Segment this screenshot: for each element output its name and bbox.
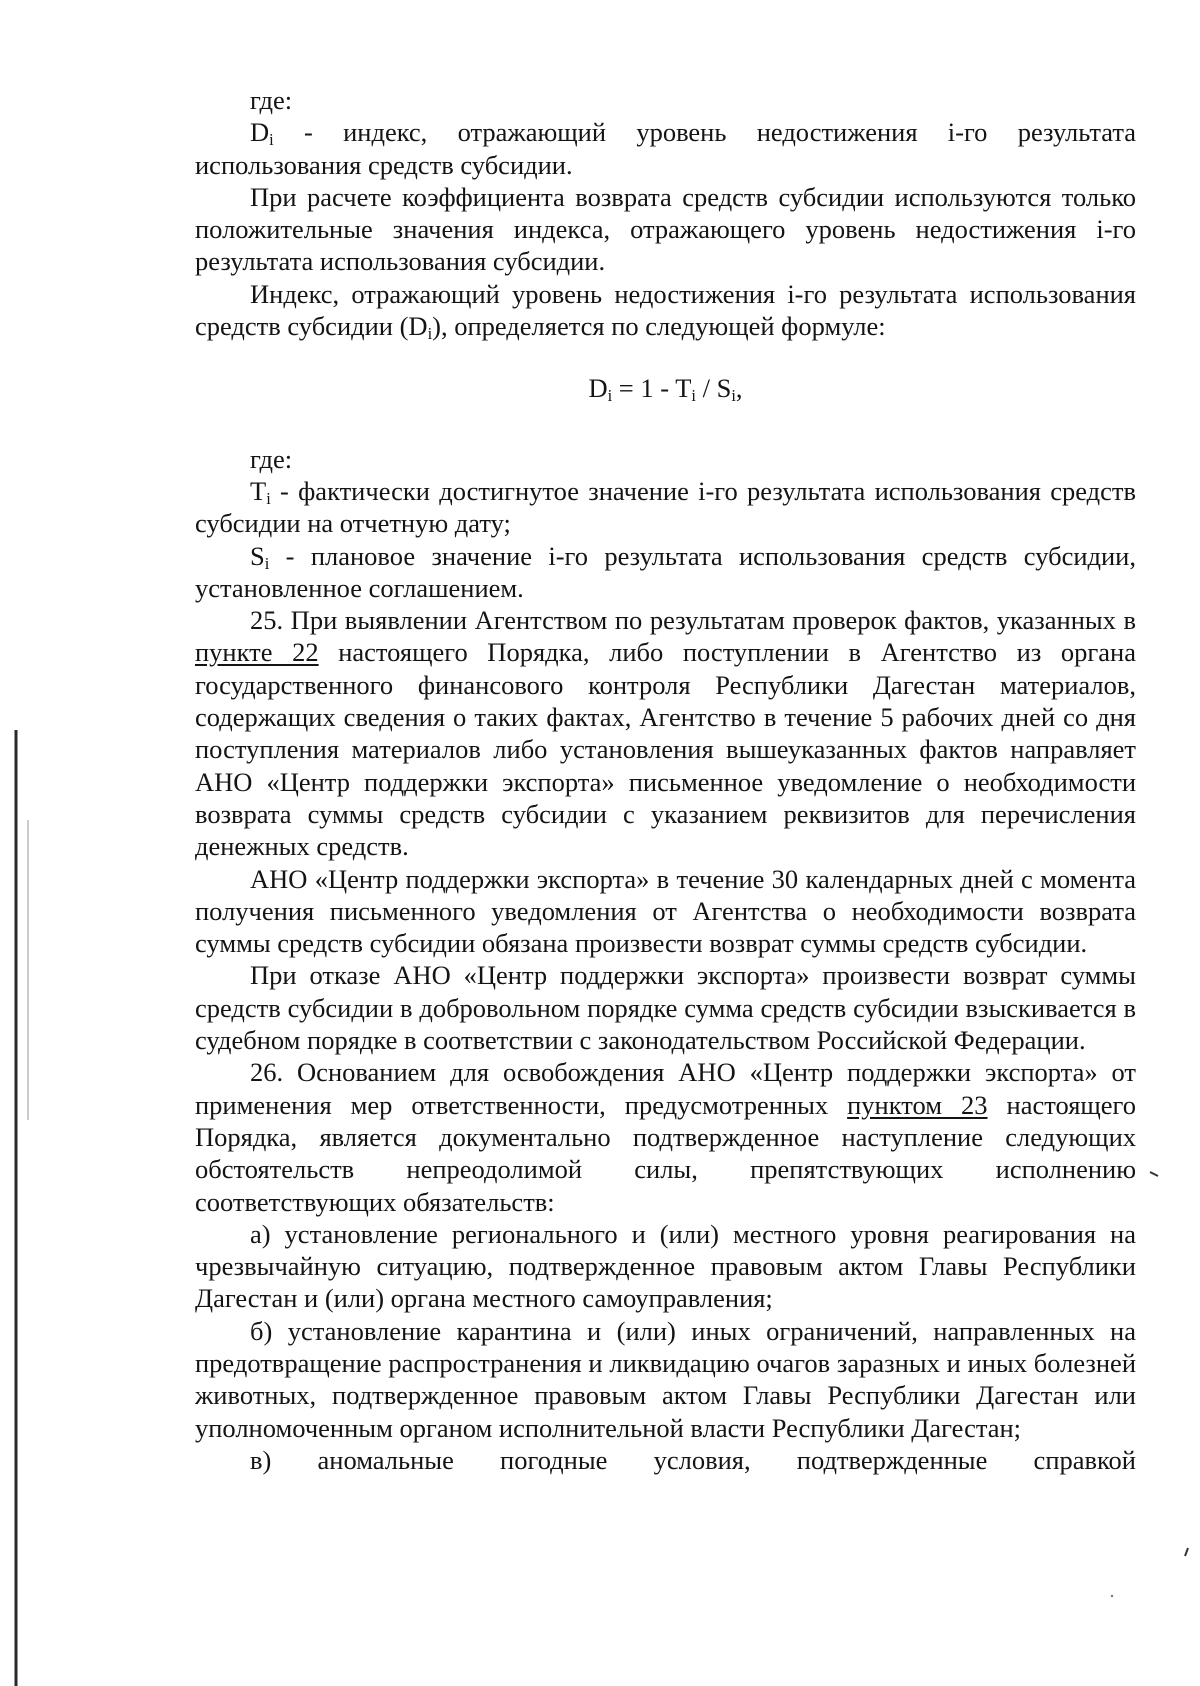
formula-d: D (588, 373, 608, 404)
clause-26 (195, 1056, 1136, 1217)
formula-middle: = 1 - T (612, 373, 692, 404)
formula-tail: , (735, 373, 743, 404)
paragraph-refusal: При отказе АНО «Центр поддержки экспорта» произвести возврат суммы средств субсидии в добровольном порядке сумма средств субсидии взыскивается в судебном порядке в соответствии с законодательством Российской Федерации. (195, 960, 1136, 1056)
clause-25 (195, 604, 1136, 862)
definition-ti-text: - фактически достигнутое значение i-го результата использования средств субсидии на отчетную дату; (195, 475, 1136, 539)
clause-26-text-end: настоящего Порядка, является документально подтвержденное наступление следующих обстоятельств непреодолимой силы, препятствующих исполнению соответствующих обязательств: (195, 1089, 1137, 1217)
document-page (195, 84, 1136, 1476)
formula (195, 372, 1136, 404)
subclause-a: а) установление регионального и (или) местного уровня реагирования на чрезвычайную ситуацию, подтвержденное правовым актом Главы Республики Дагестан и (или) органа местного самоуправления; (195, 1218, 1136, 1314)
scan-speck-bottom (1185, 1548, 1188, 1556)
definition-di (195, 116, 1136, 181)
symbol-t-subscript: i (266, 489, 271, 509)
clause-26-text: 26. Основанием для освобождения АНО «Центр поддержки экспорта» от применения мер ответственности, предусмотренных (195, 1057, 1136, 1120)
clause-25-text: 25. При выявлении Агентством по результатам проверок фактов, указанных в (250, 605, 1136, 636)
index-intro-text: Индекс, отражающий уровень недостижения i-го результата использования средств субсидии (D (195, 278, 1136, 342)
definition-di-text: - индекс, отражающий уровень недостижения i-го результата использования средств субсидии. (195, 117, 1136, 180)
symbol-t: T (250, 475, 267, 506)
scan-dot (1111, 1595, 1113, 1597)
definition-si (195, 540, 1136, 605)
symbol-s-subscript: i (264, 553, 270, 573)
symbol-d: D (250, 117, 270, 148)
link-clause-22[interactable]: пункте 22 (195, 637, 319, 668)
subclause-b: б) установление карантина и (или) иных ограничений, направленных на предотвращение распространения и ликвидацию очагов заразных и иных болезней животных, подтвержденное правовым актом Главы Республики Дагестан или уполномоченным органом исполнительной власти Республики Дагестан; (195, 1315, 1136, 1443)
index-intro-subscript: i (427, 324, 433, 344)
subclause-v: в) аномальные погодные условия, подтвержденные справкой (250, 1444, 1136, 1475)
definition-si-text: - плановое значение i-го результата использования средств субсидии, установленное соглашением. (195, 540, 1136, 603)
clause-25-text-end: настоящего Порядка, либо поступлении в Агентство из органа государственного финансового контроля Республики Дагестан материалов, содержащих сведения о таких фактах, Агентство в течение 5 рабочих дней со дня поступления материалов либо установления вышеуказанных фактов направляет АНО «Центр поддержки экспорта» письменное уведомление о необходимости возврата суммы средств субсидии с указанием реквизитов для перечисления денежных средств. (195, 637, 1136, 862)
formula-s-subscript: i (731, 386, 736, 406)
formula-d-subscript: i (607, 386, 613, 406)
where-label-2: где: (250, 443, 293, 474)
paragraph-index-formula-intro (195, 278, 1136, 343)
definition-ti (195, 475, 1136, 540)
formula-t-subscript: i (691, 386, 696, 406)
where-label-1: где: (250, 85, 293, 115)
symbol-d-subscript: i (269, 130, 274, 150)
index-intro-text-end: ), определяется по следующей формуле: (432, 311, 886, 342)
formula-divide: / S (695, 373, 732, 404)
paragraph-positive-values: При расчете коэффициента возврата средств субсидии используются только положительные значения индекса, отражающего уровень недостижения i-го результата использования субсидии. (195, 181, 1136, 277)
scan-speck-right (1150, 1172, 1158, 1176)
symbol-s: S (250, 540, 265, 571)
link-clause-23[interactable]: пунктом 23 (847, 1089, 988, 1120)
paragraph-return-obligation: АНО «Центр поддержки экспорта» в течение 30 календарных дней с момента получения письменного уведомления от Агентства о необходимости возврата суммы средств субсидии обязана произвести возврат суммы средств субсидии. (195, 863, 1136, 959)
